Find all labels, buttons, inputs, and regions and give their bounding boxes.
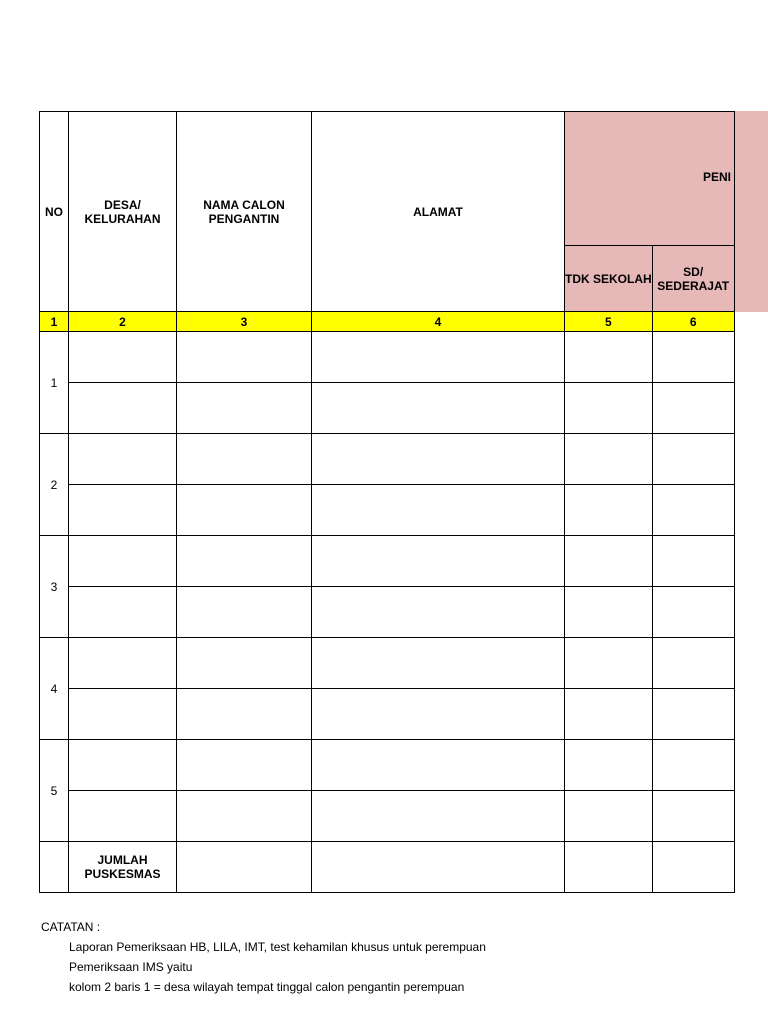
table-cell[interactable] — [565, 332, 653, 383]
table-row — [40, 485, 735, 536]
table-cell[interactable] — [177, 485, 312, 536]
table-cell[interactable] — [565, 434, 653, 485]
table-row — [40, 434, 735, 485]
column-number: 4 — [312, 312, 565, 332]
notes-line: kolom 2 baris 1 = desa wilayah tempat tinggal calon pengantin perempuan — [69, 980, 465, 994]
row-number: 4 — [40, 638, 69, 740]
table-cell[interactable] — [652, 485, 734, 536]
header-group-extension — [729, 111, 768, 312]
table-cell[interactable] — [312, 485, 565, 536]
column-number: 5 — [565, 312, 653, 332]
table-cell[interactable] — [177, 434, 312, 485]
column-number-row — [40, 312, 735, 332]
table-cell[interactable] — [312, 791, 565, 842]
total-label-text: JUMLAH PUSKESMAS — [84, 853, 161, 881]
header-tdk-sekolah: TDK SEKOLAH — [565, 246, 653, 312]
header-desa-text: DESA/ KELURAHAN — [84, 197, 161, 226]
row-number: 2 — [40, 434, 69, 536]
row-number: 5 — [40, 740, 69, 842]
table-cell[interactable] — [69, 536, 177, 587]
table-cell[interactable] — [652, 638, 734, 689]
total-row-blank — [40, 842, 69, 893]
table-cell[interactable] — [177, 689, 312, 740]
column-number: 6 — [652, 312, 734, 332]
header-alamat: ALAMAT — [312, 112, 565, 312]
notes-title: CATATAN : — [41, 920, 101, 934]
table-cell[interactable] — [177, 587, 312, 638]
column-number: 3 — [177, 312, 312, 332]
row-number: 3 — [40, 536, 69, 638]
header-group-label: PENI — [703, 170, 732, 184]
table-cell[interactable] — [312, 587, 565, 638]
column-number: 2 — [69, 312, 177, 332]
table-row — [40, 638, 735, 689]
table-cell[interactable] — [312, 842, 565, 893]
table-cell[interactable] — [652, 740, 734, 791]
table-cell[interactable] — [652, 791, 734, 842]
table-cell[interactable] — [177, 383, 312, 434]
table-cell[interactable] — [565, 383, 653, 434]
table-row — [40, 587, 735, 638]
table-row — [40, 383, 735, 434]
table-cell[interactable] — [69, 689, 177, 740]
table-cell[interactable] — [652, 332, 734, 383]
header-nama-text: NAMA CALON PENGANTIN — [203, 197, 285, 226]
table-cell[interactable] — [565, 485, 653, 536]
table-cell[interactable] — [565, 587, 653, 638]
table-cell[interactable] — [177, 638, 312, 689]
notes-line: Pemeriksaan IMS yaitu — [69, 960, 193, 974]
table-cell[interactable] — [69, 740, 177, 791]
header-sd-text: SD/ SEDERAJAT — [657, 264, 730, 293]
table-cell[interactable] — [312, 383, 565, 434]
table-row — [40, 332, 735, 383]
table-cell[interactable] — [312, 332, 565, 383]
table-cell[interactable] — [69, 638, 177, 689]
table-cell[interactable] — [69, 434, 177, 485]
table-cell[interactable] — [565, 638, 653, 689]
table-cell[interactable] — [177, 842, 312, 893]
header-no: NO — [40, 112, 69, 312]
table-row — [40, 740, 735, 791]
table-cell[interactable] — [69, 791, 177, 842]
table-cell[interactable] — [652, 434, 734, 485]
table-row — [40, 791, 735, 842]
header-nama — [177, 112, 312, 312]
table-cell[interactable] — [565, 536, 653, 587]
table-cell[interactable] — [652, 587, 734, 638]
table-cell[interactable] — [312, 740, 565, 791]
table-cell[interactable] — [177, 791, 312, 842]
table-cell[interactable] — [177, 536, 312, 587]
notes-section — [41, 917, 486, 997]
table-row — [40, 536, 735, 587]
table-cell[interactable] — [69, 485, 177, 536]
table-cell[interactable] — [177, 332, 312, 383]
total-label — [69, 842, 177, 893]
table-cell[interactable] — [69, 587, 177, 638]
table-cell[interactable] — [652, 536, 734, 587]
table-cell[interactable] — [652, 689, 734, 740]
table-cell[interactable] — [565, 842, 653, 893]
report-table — [39, 111, 735, 893]
table-cell[interactable] — [69, 383, 177, 434]
table-cell[interactable] — [177, 740, 312, 791]
table-cell[interactable] — [312, 536, 565, 587]
total-row — [40, 842, 735, 893]
table-cell[interactable] — [565, 740, 653, 791]
header-sd — [652, 246, 734, 312]
table-cell[interactable] — [652, 842, 734, 893]
table-cell[interactable] — [312, 689, 565, 740]
table-cell[interactable] — [652, 383, 734, 434]
table-cell[interactable] — [565, 689, 653, 740]
table-cell[interactable] — [312, 434, 565, 485]
table-cell[interactable] — [312, 638, 565, 689]
notes-line: Laporan Pemeriksaan HB, LILA, IMT, test kehamilan khusus untuk perempuan — [69, 940, 486, 954]
header-desa — [69, 112, 177, 312]
row-number: 1 — [40, 332, 69, 434]
table-row — [40, 689, 735, 740]
table-cell[interactable] — [69, 332, 177, 383]
table-cell[interactable] — [565, 791, 653, 842]
column-number: 1 — [40, 312, 69, 332]
